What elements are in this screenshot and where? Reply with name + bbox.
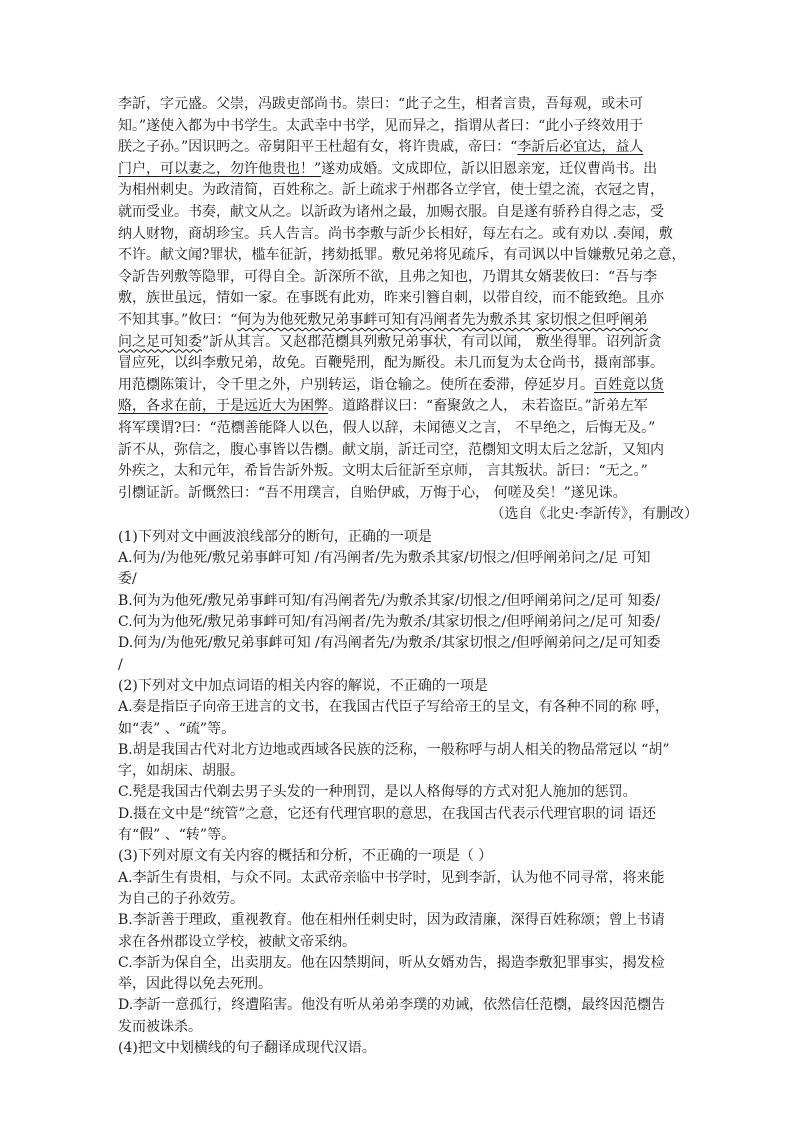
question-list <box>118 527 698 1059</box>
passage-line <box>118 288 698 310</box>
passage-line <box>118 396 698 418</box>
question-option-line: A.何为/为他死/敷兄弟事衅可知 /有冯阐者/先为敷杀其家/切恨之/但呼阐弟问之/足 可知 <box>118 550 651 567</box>
document-page <box>118 94 698 1059</box>
question-option-line: 有“假” 、“转”等。 <box>118 827 236 844</box>
question-option-line: C.李訢为保自全，出卖朋友。他在囚禁期间，听从女婿劝告，揭造李敷犯罪事实，揭发检 <box>118 954 665 971</box>
passage-line <box>118 245 698 267</box>
source-citation: （选自《北史·李訢传》，有删改） <box>490 506 698 523</box>
question-option-line: D.何为/为他死/敷兄弟事衅可知 /有冯阐者先/为敷杀/其家切恨之/但呼阐弟问之/足可知委 <box>118 635 661 652</box>
question-option-line: B.何为为他死/敷兄弟事衅可知/有冯阐者先/为敷杀其家/切恨之/但呼阐弟问之/足可 知委/ <box>118 592 661 609</box>
question-stem: (4)把文中划横线的句子翻译成现代汉语。 <box>118 1040 376 1056</box>
passage-segment: 敷，族世虽远，情如一家。在事既有此劝，昨来引簪自刺，以带自绞，而不能致绝。且亦 <box>118 290 664 307</box>
passage-line <box>118 116 698 138</box>
passage-line <box>118 94 698 116</box>
underlined-sentence: 赂，各求在前，于是远近大为困弊 <box>118 398 328 415</box>
question-option-line: 发而被诛杀。 <box>118 1018 202 1035</box>
passage-segment: 冒应死，以纠李敷兄弟，故免。百鞭髡刑，配为厮役。未几而复为太仓尚书，摄南部事。 <box>118 355 664 372</box>
question-stem: (2)下列对文中加点词语的相关内容的解说，不正确的一项是 <box>118 677 488 694</box>
passage-segment: 遂劝成婚。文成即位，訢以旧恩亲宠，迁仪曹尚书。出 <box>321 160 658 177</box>
question-option-line: C.何为为他死/敷兄弟事衅可知/有冯阐者/先为敷杀/其家切恨之/但呼阐弟问之/足可 知委/ <box>118 614 661 631</box>
passage-line <box>118 202 698 224</box>
passage-line <box>118 267 698 289</box>
passage-line <box>118 418 698 440</box>
question-option-line: A.李訢生有贵相，与众不同。太武帝亲临中书学时，见到李訢，认为他不同寻常，将来能 <box>118 869 665 886</box>
passage-segment: 不知其事。”攸曰：“ <box>118 311 238 328</box>
question-option-line: 委/ <box>118 571 137 588</box>
passage-segment: 将军璞谓?曰：“范檦善能降人以色，假人以辞，未闻德义之言， 不早绝之，后悔无及。” <box>118 419 656 436</box>
passage-line <box>118 332 698 354</box>
passage-segment: 。道路群议曰：“畜聚敛之人， 未若盗臣。”訢弟左军 <box>328 398 648 415</box>
wavy-underlined-text: 何为为他死敷兄弟事衅可知有冯阐者先为敷杀其 家切恨之但呼阐弟 <box>237 311 648 328</box>
question-option-line: D.李訢一意孤行，终遭陷害。他没有听从弟弟李璞的劝诫，依然信任范檦，最终因范檦告 <box>118 997 666 1014</box>
passage-segment: 就而受业。书奏，献文从之。以訢政为诸州之最，加赐衣服。自是遂有骄矜自得之志，受 <box>118 203 664 220</box>
question-stem: (3)下列对原文有关内容的概括和分析，不正确的一项是（ ） <box>118 848 493 865</box>
question-option-line: 字，如胡床、胡服。 <box>118 763 244 780</box>
passage-line <box>118 440 698 462</box>
passage-line <box>118 310 698 332</box>
underlined-sentence: 门户，可以妻之，勿许他贵也！” <box>118 160 322 177</box>
question-option-line: 为自己的子孙效劳。 <box>118 890 244 907</box>
question-option-line: 举，因此得以免去死刑。 <box>118 976 272 993</box>
question-stem: (1)下列对文中画波浪线部分的断句，正确的一项是 <box>118 528 432 545</box>
passage-segment: ”訢从其言。又赵郡范檦具列敷兄弟事状，有司以闻， 敷坐得罪。诏列訢贪 <box>202 333 662 350</box>
passage-line <box>118 353 698 375</box>
passage-segment: 外疾之，太和元年，希旨告訢外叛。文明太后征訢至京师， 言其叛状。訢曰：“无之。” <box>118 463 648 480</box>
passage-line <box>118 159 698 181</box>
passage-segment: 不许。献文闻?罪状，槛车征訢，拷劾抵罪。敷兄弟将见疏斥，有司讽以中旨嫌敷兄弟之意， <box>118 247 686 264</box>
question-option-line: B.胡是我国古代对北方边地或西域各民族的泛称，一般称呼与胡人相关的物品常冠以 “胡” <box>118 741 670 758</box>
passage-line <box>118 137 698 159</box>
passage-line <box>118 461 698 483</box>
underlined-sentence: 百姓竟以货 <box>594 376 664 393</box>
passage-line <box>118 224 698 246</box>
passage-segment: 知。”遂使入都为中书学生。太武幸中书学，见而异之，指谓从者曰：“此小子终效用于 <box>118 117 644 134</box>
passage-line <box>118 375 698 397</box>
passage-line <box>118 180 698 202</box>
passage-segment: 引檦证訢。訢慨然曰：“吾不用璞言，自贻伊戚，万悔于心， 何嗟及矣！”遂见诛。 <box>118 484 627 501</box>
question-option-line: 如“表” 、“疏”等。 <box>118 720 236 737</box>
question-option-line: B.李訢善于理政，重视教育。他在相州任刺史时，因为政清廉，深得百姓称颂；曾上书请 <box>118 912 665 929</box>
passage-segment: 朕之子孙。”因识眄之。帝舅阳平王杜超有女，将许贵戚，帝曰：“ <box>118 139 518 156</box>
passage-text <box>118 94 698 504</box>
question-option-line: D.摄在文中是“统管”之意，它还有代理官职的意思，在我国古代表示代理官职的词 语还 <box>118 805 656 822</box>
passage-segment: 令訢告列敷等隐罪，可得自全。訢深所不欲，且弗之知也，乃谓其女婿裴攸曰：“吾与李 <box>118 268 658 285</box>
underlined-sentence: 李訢后必宜达，益人 <box>517 139 644 156</box>
wavy-underlined-text: 问之足可知委 <box>118 333 202 350</box>
passage-segment: 用范檦陈策计，令千里之外，户别转运，诣仓输之。使所在委滞，停延岁月。 <box>118 376 594 393</box>
question-option-line: / <box>118 656 123 673</box>
question-option-line: 求在各州郡设立学校，被献文帝采纳。 <box>118 933 356 950</box>
passage-segment: 李訢，字元盛。父崇，冯跋吏部尚书。崇曰：“此子之生，相者言贵，吾每观，或未可 <box>118 96 644 112</box>
passage-segment: 纳人财物，商胡珍宝。兵人告言。尚书李敷与訢少长相好，每左右之。或有劝以 .奏闻，敷 <box>118 225 673 242</box>
passage-line <box>118 483 698 505</box>
question-option-line: A.奏是指臣子向帝王进言的文书，在我国古代臣子写给帝王的呈文，有各种不同的称 呼， <box>118 699 670 716</box>
passage-segment: 为相州刺史。为政清简，百姓称之。訢上疏求于州郡各立学官，使士望之流，衣冠之胄， <box>118 182 664 199</box>
question-option-line: C.髡是我国古代剃去男子头发的一种刑罚，是以人格侮辱的方式对犯人施加的惩罚。 <box>118 784 637 801</box>
passage-segment: 訢不从，弥信之，腹心事皆以告檦。献文崩，訢迁司空，范檦知文明太后之忿訢，又知内 <box>118 441 664 458</box>
